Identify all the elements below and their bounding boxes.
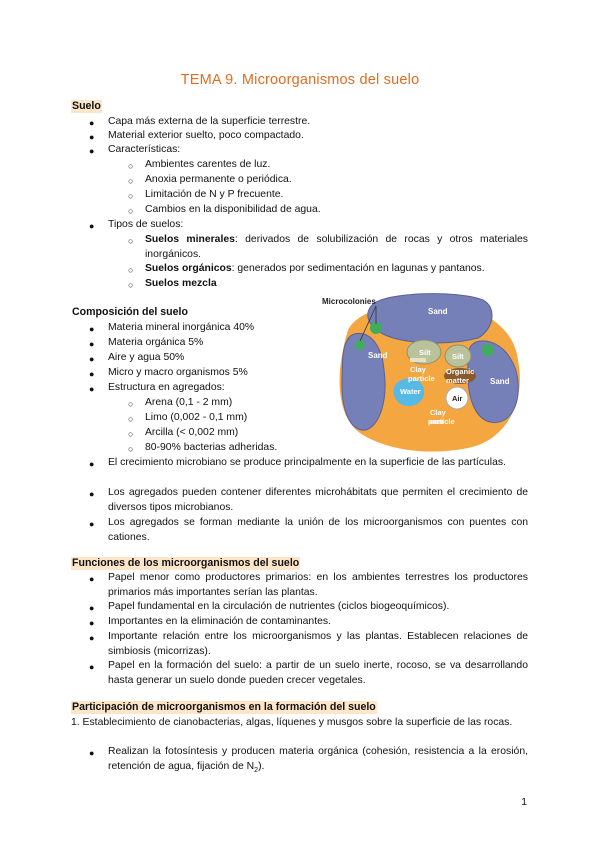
subscript: 2 xyxy=(254,767,259,775)
list-item: Características: xyxy=(108,144,181,155)
label-matter: matter xyxy=(446,376,469,385)
paragraph-item: El crecimiento microbiano se produce principalmente en la superficie de las partículas. xyxy=(108,457,506,468)
bullet-icon: ● xyxy=(89,339,95,349)
page-number: 1 xyxy=(521,797,527,808)
section-heading-funciones: Funciones de los microorganismos del suelo xyxy=(72,557,300,569)
bullet-icon: ● xyxy=(89,618,95,628)
label-water: Water xyxy=(400,387,421,396)
list-item: Micro y macro organismos 5% xyxy=(108,367,248,378)
bullet-icon: ● xyxy=(89,603,95,613)
list-item: Materia mineral inorgánica 40% xyxy=(108,322,255,333)
label-clay: Clay xyxy=(430,408,446,417)
bold-term: Suelos mezcla xyxy=(145,278,217,289)
bullet-icon: ● xyxy=(89,369,95,379)
bullet-icon: ● xyxy=(89,146,95,156)
list-item: Tipos de suelos: xyxy=(108,219,184,230)
microcolony xyxy=(482,344,494,356)
section-heading-composicion: Composición del suelo xyxy=(72,306,188,318)
sand-grain xyxy=(368,294,492,343)
bullet-icon: ● xyxy=(89,221,95,231)
circle-bullet-icon: ○ xyxy=(128,236,134,246)
microcolony xyxy=(355,340,365,350)
numbered-paragraph: 1. Establecimiento de cianobacterias, algas, líquenes y musgos sobre la superficie de las rocas. xyxy=(71,717,513,728)
sub-list-item-organicos xyxy=(145,262,485,276)
label-clay-particle: particle xyxy=(408,374,435,383)
bullet-icon: ● xyxy=(89,489,95,499)
paragraph-item: Los agregados se forman mediante la unión de los microorganismos con puentes con cationes. xyxy=(108,517,528,543)
circle-bullet-icon: ○ xyxy=(128,191,134,201)
soil-aggregate-figure xyxy=(318,290,528,456)
label-sand: Sand xyxy=(428,307,448,316)
circle-bullet-icon: ○ xyxy=(128,399,134,409)
circle-bullet-icon: ○ xyxy=(128,414,134,424)
clay-particle xyxy=(410,358,426,362)
circle-bullet-icon: ○ xyxy=(128,161,134,171)
list-item: Materia orgánica 5% xyxy=(108,337,204,348)
bullet-icon: ● xyxy=(89,354,95,364)
circle-bullet-icon: ○ xyxy=(128,280,134,290)
label-clay-particle: particle xyxy=(428,417,455,426)
sub-list-item: 80-90% bacterias adheridas. xyxy=(145,442,278,453)
label-microcolonies: Microcolonies xyxy=(322,297,376,306)
sub-list-item: Limo (0,002 - 0,1 mm) xyxy=(145,412,248,423)
term-definition: : derivados de solubilización de rocas y otros materiales inorgánicos. xyxy=(145,234,528,260)
label-silt: Silt xyxy=(452,352,464,361)
sub-list-item: Ambientes carentes de luz. xyxy=(145,159,271,170)
list-item: Estructura en agregados: xyxy=(108,382,225,393)
circle-bullet-icon: ○ xyxy=(128,429,134,439)
list-item: Importante relación entre los microorganismos y las plantas. Establecen relaciones de simbiosis (micorrizas). xyxy=(108,631,528,657)
label-sand: Sand xyxy=(368,351,388,360)
list-item-text: Realizan la fotosíntesis y producen materia orgánica (cohesión, resistencia a la erosión, retención de agua, fijación de N xyxy=(108,746,528,772)
bullet-icon: ● xyxy=(89,132,95,142)
bullet-icon: ● xyxy=(89,118,95,128)
circle-bullet-icon: ○ xyxy=(128,444,134,454)
list-item: Papel menor como productores primarios: en los ambientes terrestres los productores primarios más importantes serían las plantas. xyxy=(108,572,528,598)
bold-term: Suelos minerales xyxy=(145,234,235,245)
circle-bullet-icon: ○ xyxy=(128,206,134,216)
section-heading-participacion: Participación de microorganismos en la formación del suelo xyxy=(72,701,376,713)
circle-bullet-icon: ○ xyxy=(128,265,134,275)
list-item: Papel en la formación del suelo: a partir de un suelo inerte, rocoso, se va desarrollando hasta generar un suelo donde pueden crecer vegetales. xyxy=(108,660,528,686)
bullet-icon: ● xyxy=(89,574,95,584)
paragraph-item: Los agregados pueden contener diferentes microhábitats que permiten el crecimiento de diversos tipos microbianos. xyxy=(108,487,528,513)
list-item: Importantes en la eliminación de contaminantes. xyxy=(108,616,331,627)
list-item: Aire y agua 50% xyxy=(108,352,185,363)
sub-list-item: Cambios en la disponibilidad de agua. xyxy=(145,204,321,215)
sub-list-item-mezcla xyxy=(145,277,217,291)
list-item: Papel fundamental en la circulación de nutrientes (ciclos biogeoquímicos). xyxy=(108,601,450,612)
list-item: Capa más externa de la superficie terrestre. xyxy=(108,116,311,127)
sub-list-item: Anoxia permanente o periódica. xyxy=(145,174,292,185)
sub-list-item: Arena (0,1 - 2 mm) xyxy=(145,397,233,408)
bullet-icon: ● xyxy=(89,662,95,672)
bullet-icon: ● xyxy=(89,633,95,643)
bullet-icon: ● xyxy=(89,748,95,758)
label-sand: Sand xyxy=(490,377,510,386)
bullet-icon: ● xyxy=(89,324,95,334)
label-organic: Organic xyxy=(446,367,475,376)
list-item: Material exterior suelto, poco compactado. xyxy=(108,130,304,141)
label-clay: Clay xyxy=(410,365,426,374)
bullet-icon: ● xyxy=(89,459,95,469)
bold-term: Suelos orgánicos xyxy=(145,263,232,274)
bullet-icon: ● xyxy=(89,384,95,394)
bullet-icon: ● xyxy=(89,519,95,529)
sub-list-item: Arcilla (< 0,002 mm) xyxy=(145,427,239,438)
label-silt: Silt xyxy=(419,348,431,357)
circle-bullet-icon: ○ xyxy=(128,176,134,186)
label-air: Air xyxy=(452,394,463,403)
sub-list-item: Limitación de N y P frecuente. xyxy=(145,189,284,200)
section-heading-suelo: Suelo xyxy=(72,100,101,112)
sub-list-item-minerales xyxy=(145,232,528,262)
page-title: TEMA 9. Microorganismos del suelo xyxy=(180,72,420,88)
list-item xyxy=(108,744,528,778)
term-definition: : generados por sedimentación en lagunas y pantanos. xyxy=(231,263,485,274)
list-item-end: ). xyxy=(258,761,265,772)
